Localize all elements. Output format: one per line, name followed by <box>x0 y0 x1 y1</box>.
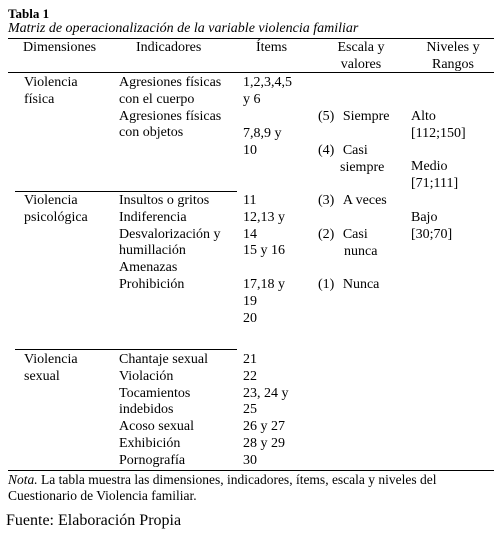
dimension-name-line1: Violencia <box>24 75 78 90</box>
dimension-name-line2: física <box>24 91 55 107</box>
header-niveles <box>418 39 488 73</box>
table-caption: Matriz de operacionalización de la variable violencia familiar <box>8 21 359 36</box>
item: y 6 <box>243 91 261 107</box>
level-alto <box>411 109 466 143</box>
dimension-name-line2: sexual <box>24 368 60 384</box>
indicator: Tocamientos <box>119 385 191 401</box>
indicator: Pornografía <box>119 452 186 468</box>
item: 30 <box>243 452 257 468</box>
scale-label: Casi <box>342 227 368 242</box>
scale-label: Siempre <box>342 109 390 124</box>
header-escala-line1: Escala y <box>337 40 385 55</box>
indicator: con el cuerpo <box>119 91 195 107</box>
indicator: Agresiones físicas <box>119 75 222 90</box>
indicator: Acoso sexual <box>119 419 195 435</box>
dimension-name-line2: psicológica <box>24 209 88 225</box>
note-line1 <box>8 472 437 488</box>
scale-number: (4) <box>318 143 335 158</box>
scale-4 <box>318 143 368 160</box>
scale-5 <box>318 109 389 126</box>
source-footer: Fuente: Elaboración Propia <box>6 512 182 529</box>
item: 28 y 29 <box>243 435 285 451</box>
items-psicologica-b <box>243 277 285 327</box>
scale-number: (3) <box>318 193 335 208</box>
item: 19 <box>243 293 257 309</box>
dimension-rule <box>15 349 237 350</box>
dimension-name-line1: Violencia <box>24 352 78 367</box>
header-niveles-line2: Rangos <box>432 57 474 72</box>
indicator: Amenazas <box>119 260 178 276</box>
item: 22 <box>243 368 257 384</box>
indicator: Prohibición <box>119 276 185 292</box>
items-psicologica <box>243 193 285 260</box>
level-name: Alto <box>411 109 436 124</box>
level-name: Medio <box>411 159 448 174</box>
scale-1 <box>318 277 379 294</box>
dimension-rule <box>15 191 237 192</box>
item: 26 y 27 <box>243 419 285 435</box>
item: 23, 24 y <box>243 385 289 401</box>
scale-2 <box>318 227 368 244</box>
scale-number: (5) <box>318 109 335 124</box>
header-escala-line2: valores <box>340 57 382 72</box>
indicator: Chantaje sexual <box>119 352 209 367</box>
item: 1,2,3,4,5 <box>243 75 292 90</box>
scale-number: (1) <box>318 277 335 292</box>
note-label: Nota. <box>8 472 38 487</box>
scale-label: Nunca <box>342 277 380 292</box>
scale-2-line2: nunca <box>344 244 378 259</box>
table-note <box>8 472 437 504</box>
indicators-fisica <box>119 75 221 142</box>
note-text: La tabla muestra las dimensiones, indicadores, ítems, escala y niveles del <box>41 472 437 487</box>
items-sexual <box>243 352 289 470</box>
indicator: Agresiones físicas <box>119 108 222 124</box>
header-niveles-line1: Niveles y <box>426 40 480 55</box>
item: 20 <box>243 310 257 326</box>
level-range: [71;111] <box>411 175 459 191</box>
header-indicadores: Indicadores <box>136 40 202 55</box>
indicator: Violación <box>119 368 174 384</box>
item: 25 <box>243 402 257 418</box>
table-bottom-rule <box>8 470 494 471</box>
indicator: Insultos o gritos <box>119 193 210 208</box>
item: 14 <box>243 226 257 242</box>
indicators-sexual <box>119 352 208 470</box>
item: 15 y 16 <box>243 243 285 259</box>
item: 17,18 y <box>243 277 285 292</box>
scale-3 <box>318 193 387 210</box>
level-medio <box>411 159 458 193</box>
item: 11 <box>243 193 257 208</box>
level-range: [112;150] <box>411 125 466 141</box>
scale-number: (2) <box>318 227 335 242</box>
item: 7,8,9 y <box>243 126 282 141</box>
dimension-fisica <box>24 75 78 109</box>
level-name: Bajo <box>411 210 438 225</box>
header-escala <box>326 39 396 73</box>
item: 10 <box>243 142 257 158</box>
table-label: Tabla 1 <box>8 6 50 21</box>
level-bajo <box>411 210 452 244</box>
scale-4-line2: siempre <box>340 160 385 175</box>
level-range: [30;70] <box>411 226 453 242</box>
indicator: humillación <box>119 243 186 259</box>
header-rule <box>8 72 494 73</box>
scale-label: Casi <box>342 143 368 158</box>
dimension-name-line1: Violencia <box>24 193 78 208</box>
indicators-psicologica <box>119 193 220 294</box>
header-dimensiones: Dimensiones <box>23 40 97 55</box>
dimension-sexual <box>24 352 78 386</box>
note-line2: Cuestionario de Violencia familiar. <box>8 488 197 503</box>
item: 12,13 y <box>243 209 285 225</box>
items-fisica-b <box>243 126 282 160</box>
indicator: Desvalorización y <box>119 226 221 242</box>
scale-label: A veces <box>342 193 387 208</box>
header-items: Ítems <box>256 40 288 55</box>
indicator: con objetos <box>119 125 184 141</box>
item: 21 <box>243 352 257 367</box>
indicator: Indiferencia <box>119 209 187 225</box>
items-fisica-a <box>243 75 292 109</box>
indicator: indebidos <box>119 402 174 418</box>
indicator: Exhibición <box>119 435 181 451</box>
dimension-psicologica <box>24 193 88 227</box>
